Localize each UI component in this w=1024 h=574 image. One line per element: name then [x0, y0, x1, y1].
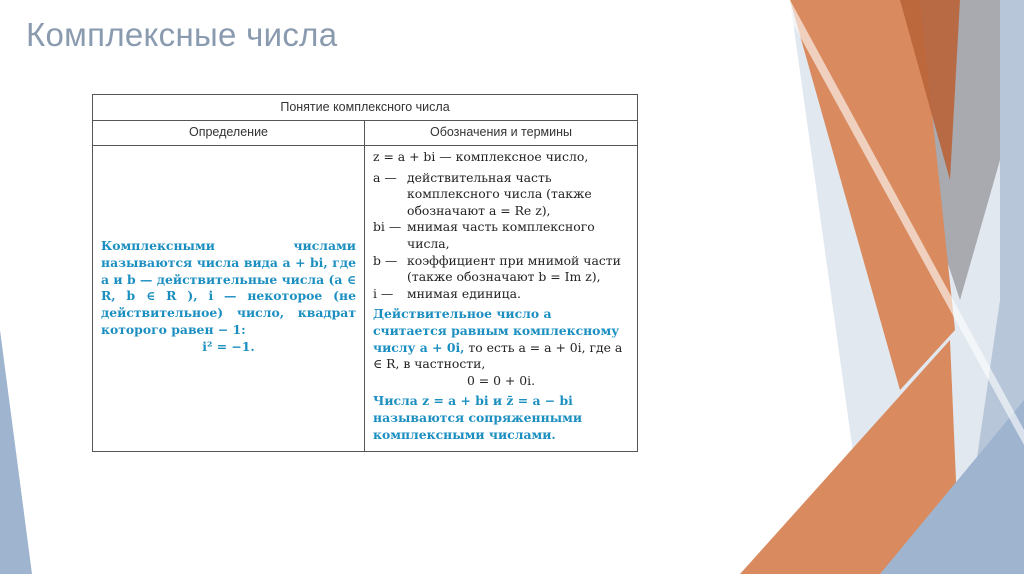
term-label: a —	[373, 169, 397, 185]
column-header-definition: Определение	[93, 121, 365, 145]
definition-cell	[93, 146, 365, 452]
table-column-headers	[93, 121, 637, 146]
table-body	[93, 146, 637, 452]
real-number-blue-text: Действительное число a считается равным комплексному числу a + 0i,	[373, 306, 620, 355]
column-header-terms: Обозначения и термины	[429, 125, 572, 139]
conjugate-statement: Числа z = a + bi и z̄ = a − bi называются сопряженными комплексными числами.	[373, 393, 583, 442]
term-row	[373, 253, 629, 286]
term-label: z = a + bi —	[373, 149, 452, 164]
term-description: действительная часть комплексного числа (также обозначают a = Re z),	[407, 169, 592, 218]
concept-table	[92, 94, 638, 452]
term-description: мнимая часть комплексного числа,	[407, 219, 595, 251]
term-label: b —	[373, 252, 398, 268]
real-number-formula: 0 = 0 + 0i.	[466, 372, 536, 388]
term-row	[373, 170, 629, 220]
real-number-plain-text: то есть a = a + 0i, где a ∈ R, в частности,	[373, 339, 623, 372]
real-number-statement	[373, 306, 629, 372]
left-blue-shape	[0, 330, 32, 574]
term-row	[373, 286, 629, 303]
term-row	[373, 219, 629, 252]
table-header: Понятие комплексного числа	[93, 95, 637, 121]
term-label: bi —	[373, 219, 402, 235]
definition-text: Комплексными числами называются числа вида a + bi, где a и b — действительные числа (a ∈ R, b ∈ R ), i — некоторое (не действительное) число, квадрат которого равен − 1:	[101, 238, 356, 337]
term-description: комплексное число,	[455, 149, 589, 164]
term-description: мнимая единица.	[407, 285, 521, 301]
term-description: коэффициент при мнимой части (также обозначают b = Im z),	[407, 252, 621, 285]
definition-formula: i² = −1.	[202, 338, 255, 354]
term-label: i —	[373, 285, 394, 301]
slide-title: Комплексные числа	[26, 16, 338, 53]
term-row	[373, 149, 629, 166]
terms-cell	[365, 146, 637, 452]
